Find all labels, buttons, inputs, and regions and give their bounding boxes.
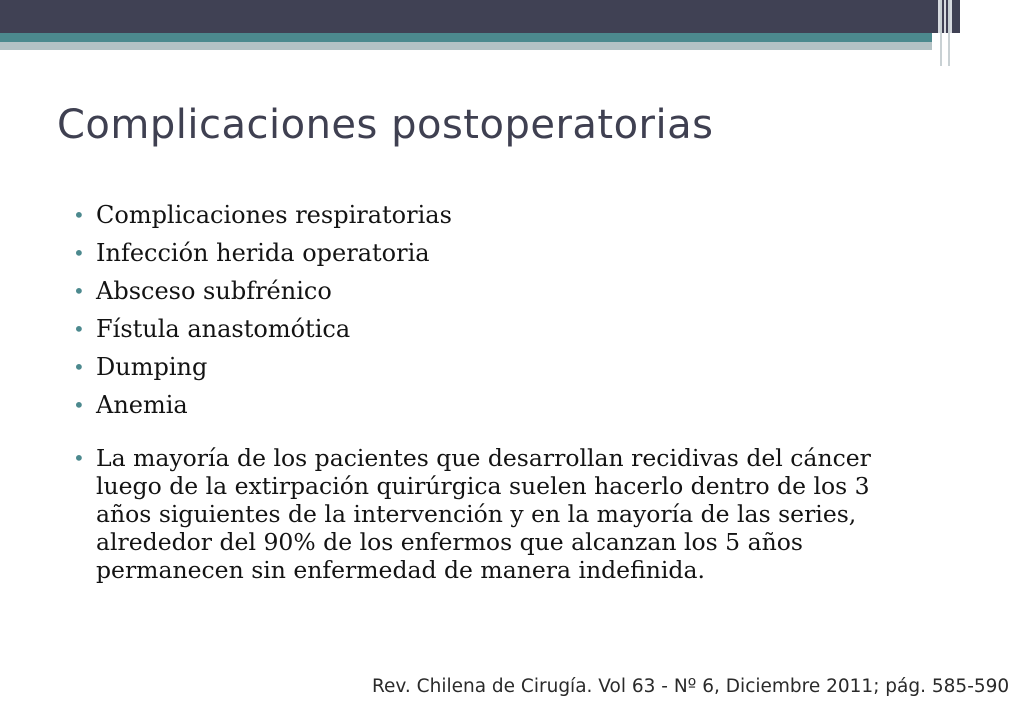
header-stripe: [944, 0, 946, 33]
bullet-icon: •: [73, 203, 85, 227]
bullet-icon: •: [73, 279, 85, 303]
list-item-text: Anemia: [96, 391, 188, 419]
list-item-text: Infección herida operatoria: [96, 239, 430, 267]
list-item: [70, 348, 910, 386]
header-bar: [0, 0, 932, 33]
list-item: [70, 234, 910, 272]
slide-title: Complicaciones postoperatorias: [57, 102, 714, 148]
list-item-text: Dumping: [96, 353, 208, 381]
bullet-icon: •: [73, 241, 85, 265]
header-accent-band: [0, 33, 932, 42]
header-column-line: [940, 0, 942, 66]
bullet-icon: •: [73, 317, 85, 341]
bullet-icon: •: [73, 446, 85, 470]
bullet-icon: •: [73, 355, 85, 379]
list-item: [70, 272, 910, 310]
bullet-icon: •: [73, 393, 85, 417]
list-item: [70, 196, 910, 234]
list-item-text: Fístula anastomótica: [96, 315, 351, 343]
bullet-list: [70, 196, 910, 584]
header-column-line: [948, 0, 950, 66]
list-item-text: Absceso subfrénico: [96, 277, 332, 305]
list-item-text: Complicaciones respiratorias: [96, 201, 452, 229]
list-item-paragraph: [70, 444, 910, 584]
paragraph-text: La mayoría de los pacientes que desarrollan recidivas del cáncer luego de la extirpación quirúrgica suelen hacerlo dentro de los 3 años siguientes de la intervención y en la mayoría de las series, alrededor del 90% de los enfermos que alcanzan los 5 años permanecen sin enfermedad de manera indefinida.: [96, 444, 871, 584]
citation: Rev. Chilena de Cirugía. Vol 63 - Nº 6, Diciembre 2011; pág. 585-590: [372, 676, 1009, 697]
header-right-column: [932, 33, 960, 66]
header-rule: [568, 58, 774, 60]
header-bar-right: [932, 0, 960, 33]
list-item: [70, 310, 910, 348]
list-item: [70, 386, 910, 424]
header-stripe: [950, 0, 952, 33]
header-rule: [568, 50, 888, 52]
header-gray-band: [0, 42, 932, 50]
